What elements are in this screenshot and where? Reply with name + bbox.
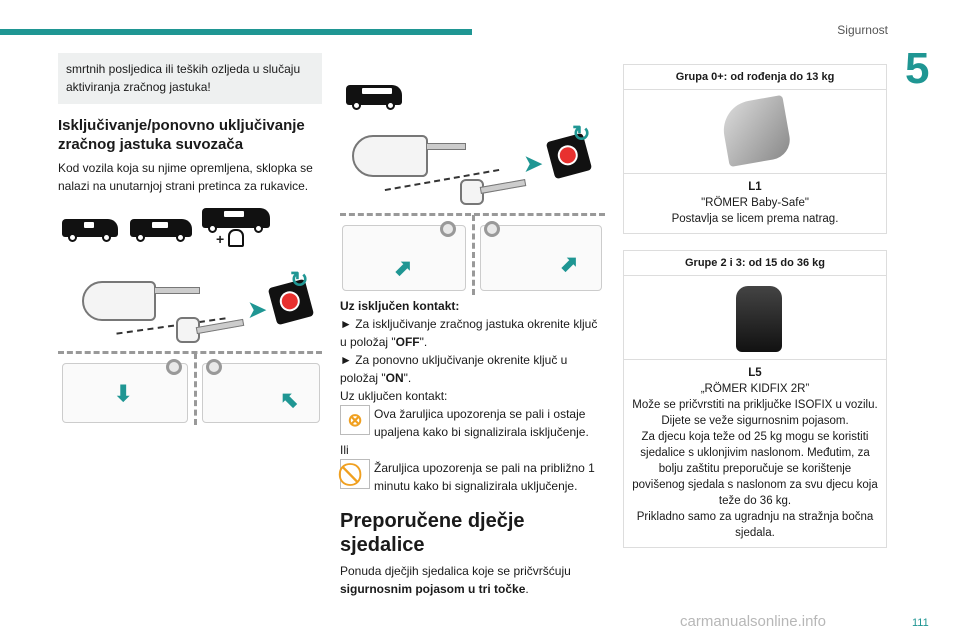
column-3: [623, 64, 887, 564]
seat-code: L1: [748, 181, 762, 193]
van-icon: [62, 219, 118, 237]
off-value: OFF: [395, 335, 420, 349]
plus-sign: +: [216, 231, 225, 247]
steering-wheel-icon: [166, 359, 182, 375]
ignition-on-label: Uz uključen kontakt:: [340, 389, 448, 403]
airbag-heading: Isključivanje/ponovno uključivanje zračnog jastuka suvozača: [58, 117, 305, 153]
divider-dashed-vertical: [472, 215, 475, 295]
table-description: [624, 360, 886, 547]
rotate-arrow-icon: ↻: [572, 121, 591, 146]
table-header: Grupe 2 i 3: od 15 do 36 kg: [624, 251, 886, 276]
on-value: ON: [385, 371, 404, 385]
key-blade: [480, 179, 527, 194]
airbag-switch-figure: [58, 205, 322, 425]
rotate-arrow-icon: ↻: [290, 267, 309, 292]
table-description: [624, 174, 886, 233]
key-icon: [82, 281, 156, 321]
baby-seat-icon: [719, 95, 793, 167]
airbag-intro: Kod vozila koja su njime opremljena, sklopka se nalazi na unutarnjoj strani pretinca za rukavice.: [58, 161, 313, 193]
warning-1-text: Ova žaruljica upozorenja se pali i ostaje upaljena kako bi signalizirala isključenje.: [374, 407, 589, 439]
column-1: [58, 53, 322, 425]
warning-note: [58, 53, 322, 104]
watermark: carmanualsonline.info: [680, 613, 826, 630]
steering-wheel-icon: [206, 359, 222, 375]
arrow-up-right-icon: ⬈: [560, 251, 579, 276]
seat-line: Može se pričvrstiti na priključke ISOFIX u vozilu.: [632, 399, 878, 411]
airbag-on-warning-icon: [340, 459, 370, 489]
key-blade: [426, 143, 466, 150]
steering-wheel-icon: [484, 221, 500, 237]
baby-seat-image: [624, 90, 886, 174]
child-seats-heading: Preporučene dječje sjedalice: [340, 510, 525, 556]
warning-note-text: smrtnih posljedica ili teških ozljeda u slučaju aktiviranja zračnog jastuka!: [66, 62, 301, 94]
warning-row-2: [340, 459, 605, 495]
airbag-switch-figure: [340, 75, 605, 297]
arrow-up-left-icon: ⬉: [280, 387, 299, 412]
section-title: Sigurnost: [837, 23, 888, 37]
step-on-suffix: ".: [403, 371, 412, 385]
van-icon: [346, 85, 402, 105]
arrow-down-icon: ⬇: [114, 381, 133, 406]
step-off-text: ► Za isključivanje zračnog jastuka okrenite ključ u položaj ": [340, 317, 598, 349]
divider-dashed-vertical: [194, 353, 197, 425]
offer-suffix: .: [525, 582, 529, 596]
table-header: Grupa 0+: od rođenja do 13 kg: [624, 65, 886, 90]
arrow-right-icon: ➤: [524, 151, 543, 176]
seat-line: Prikladno samo za ugradnju na stražnja bočna sjedala.: [636, 511, 874, 539]
arrow-up-right-icon: ⬈: [394, 255, 413, 280]
seat-line: Dijete se veže sigurnosnim pojasom.: [661, 415, 849, 427]
seat-line: Postavlja se licem prema natrag.: [671, 213, 839, 225]
steering-wheel-icon: [440, 221, 456, 237]
seat-code: L5: [748, 367, 762, 379]
seat-line: Za djecu koja teže od 25 kg mogu se koristiti sjedalice s uklonjivim naslonom. Međutim, za bolju zaštitu preporučuje se korištenje povišenog sjedala s naslonom za svu djecu koja teže do 36 kg.: [632, 431, 878, 507]
offer-bold: sigurnosnim pojasom u tri točke: [340, 582, 526, 596]
header-accent-bar: [0, 29, 472, 35]
key-icon: [352, 135, 428, 177]
page-number: 111: [912, 617, 929, 629]
step-off: [340, 315, 605, 351]
ignition-off-label-text: Uz isključen kontakt:: [340, 299, 460, 313]
booster-seat-icon: [736, 286, 782, 352]
child-seats-intro: [340, 562, 605, 598]
child-seat-table-l5: [623, 250, 887, 548]
column-2: [340, 75, 605, 598]
step-off-suffix: ".: [419, 335, 428, 349]
child-seat-table-l1: [623, 64, 887, 234]
seat-name: „RÖMER KIDFIX 2R”: [700, 383, 810, 395]
divider-dashed: [58, 351, 322, 354]
offer-text: Ponuda dječjih sjedalica koje se pričvršćuju: [340, 564, 571, 578]
chapter-number: 5: [905, 44, 930, 93]
arrow-right-icon: ➤: [248, 297, 267, 322]
child-lock-icon: [228, 229, 244, 247]
booster-seat-image: [624, 276, 886, 360]
ignition-off-label: [340, 297, 605, 315]
warning-row-1: [340, 405, 605, 441]
key-blade: [154, 287, 200, 294]
step-on-text: ► Za ponovno uključivanje okrenite ključ u položaj ": [340, 353, 568, 385]
or-label: Ili: [340, 443, 349, 457]
van-icon: [202, 208, 270, 228]
glovebox-illustration: [480, 225, 602, 291]
seat-name: "RÖMER Baby-Safe": [701, 197, 809, 209]
airbag-off-warning-icon: ⊗: [340, 405, 370, 435]
warning-2-text: Žaruljica upozorenja se pali na približno 1 minutu kako bi signalizirala uključenje.: [374, 461, 595, 493]
step-on: [340, 351, 605, 387]
van-icon: [130, 219, 192, 237]
